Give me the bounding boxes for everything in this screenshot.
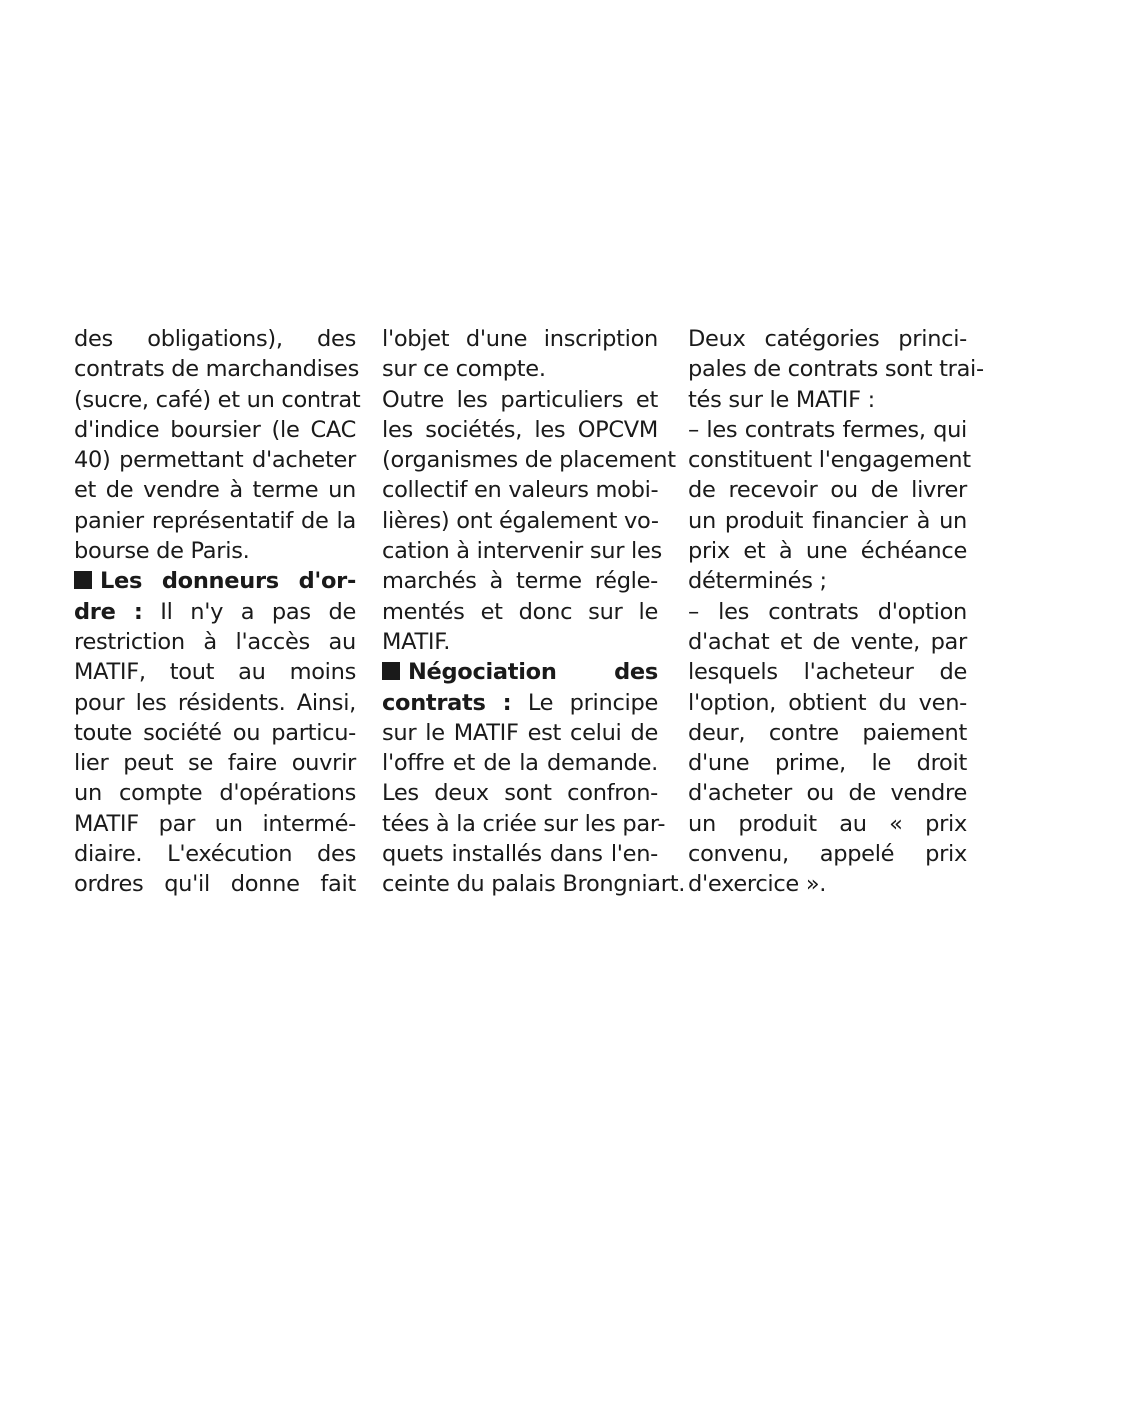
text-line: l'offre et de la demande. [382, 750, 658, 777]
text-line: marchés à terme régle- [382, 568, 658, 595]
text-column-2 [382, 324, 686, 900]
text-line: (organismes de placement [382, 447, 676, 474]
text-line: bourse de Paris. [74, 538, 250, 565]
text-line: un produit au « prix [688, 810, 967, 837]
text-line: prix et à une échéance [688, 538, 967, 565]
text-line: panier représentatif de la [74, 507, 356, 534]
text-line: pales de contrats sont trai- [688, 356, 984, 383]
section-heading-line [74, 597, 356, 627]
section-heading: contrats : [382, 689, 512, 716]
text-line: MATIF. [382, 628, 451, 655]
text-line: ordres qu'il donne fait [74, 871, 356, 898]
text-line: constituent l'engagement [688, 447, 971, 474]
text-line: lières) ont également vo- [382, 507, 659, 534]
text-line: l'option, obtient du ven- [688, 689, 967, 716]
section-heading: Les donneurs d'or- [100, 568, 356, 595]
text-column-1 [74, 324, 361, 900]
text-line: MATIF, tout au moins [74, 659, 356, 686]
text-column-3 [688, 324, 984, 900]
text-line: quets installés dans l'en- [382, 841, 658, 868]
text-line: les sociétés, les OPCVM [382, 416, 658, 443]
text-fragment: Le principe [527, 689, 658, 716]
text-fragment: Il n'y a pas de [160, 598, 356, 625]
text-line: d'une prime, le droit [688, 750, 967, 777]
text-line: sur le MATIF est celui de [382, 719, 658, 746]
text-line: Les deux sont confron- [382, 780, 658, 807]
text-line: des obligations), des [74, 326, 356, 352]
text-line: toute société ou particu- [74, 719, 356, 746]
text-line: contrats de marchandises [74, 356, 359, 383]
text-line: un compte d'opérations [74, 780, 356, 807]
text-line: collectif en valeurs mobi- [382, 477, 659, 504]
text-line: convenu, appelé prix [688, 841, 967, 868]
text-line: sur ce compte. [382, 356, 546, 383]
text-line: restriction à l'accès au [74, 628, 356, 655]
text-line: un produit financier à un [688, 507, 967, 534]
text-line: d'exercice ». [688, 871, 827, 898]
text-line: mentés et donc sur le [382, 598, 658, 625]
list-item-line: – les contrats d'option [688, 598, 967, 625]
section-heading: Négociation des [408, 659, 658, 686]
section-heading-line [382, 688, 658, 718]
text-line: lier peut se faire ouvrir [74, 750, 356, 777]
text-line: Deux catégories princi- [688, 326, 967, 352]
text-line: (sucre, café) et un contrat [74, 386, 361, 413]
text-line: diaire. L'exécution des [74, 841, 356, 868]
text-line: MATIF par un intermé- [74, 810, 356, 837]
text-line: lesquels l'acheteur de [688, 659, 967, 686]
text-line: tées à la criée sur les par- [382, 810, 666, 837]
bullet-square-icon [74, 571, 92, 589]
section-heading-line [74, 566, 356, 596]
list-item-line: – les contrats fermes, qui [688, 416, 967, 443]
bullet-square-icon [382, 662, 400, 680]
text-line: 40) permettant d'acheter [74, 447, 356, 474]
text-line: de recevoir ou de livrer [688, 477, 967, 504]
text-line: d'indice boursier (le CAC [74, 416, 356, 443]
text-line: l'objet d'une inscription [382, 326, 658, 352]
text-line: tés sur le MATIF : [688, 386, 875, 413]
text-line: cation à intervenir sur les [382, 538, 662, 565]
text-line: d'achat et de vente, par [688, 628, 967, 655]
text-line: déterminés ; [688, 568, 827, 595]
section-heading-line [382, 657, 658, 687]
text-line: pour les résidents. Ainsi, [74, 689, 356, 716]
text-line: Outre les particuliers et [382, 386, 658, 413]
text-line: et de vendre à terme un [74, 477, 356, 504]
section-heading: dre : [74, 598, 143, 625]
text-line: d'acheter ou de vendre [688, 780, 967, 807]
text-line: deur, contre paiement [688, 719, 967, 746]
text-line: ceinte du palais Brongniart. [382, 871, 686, 898]
